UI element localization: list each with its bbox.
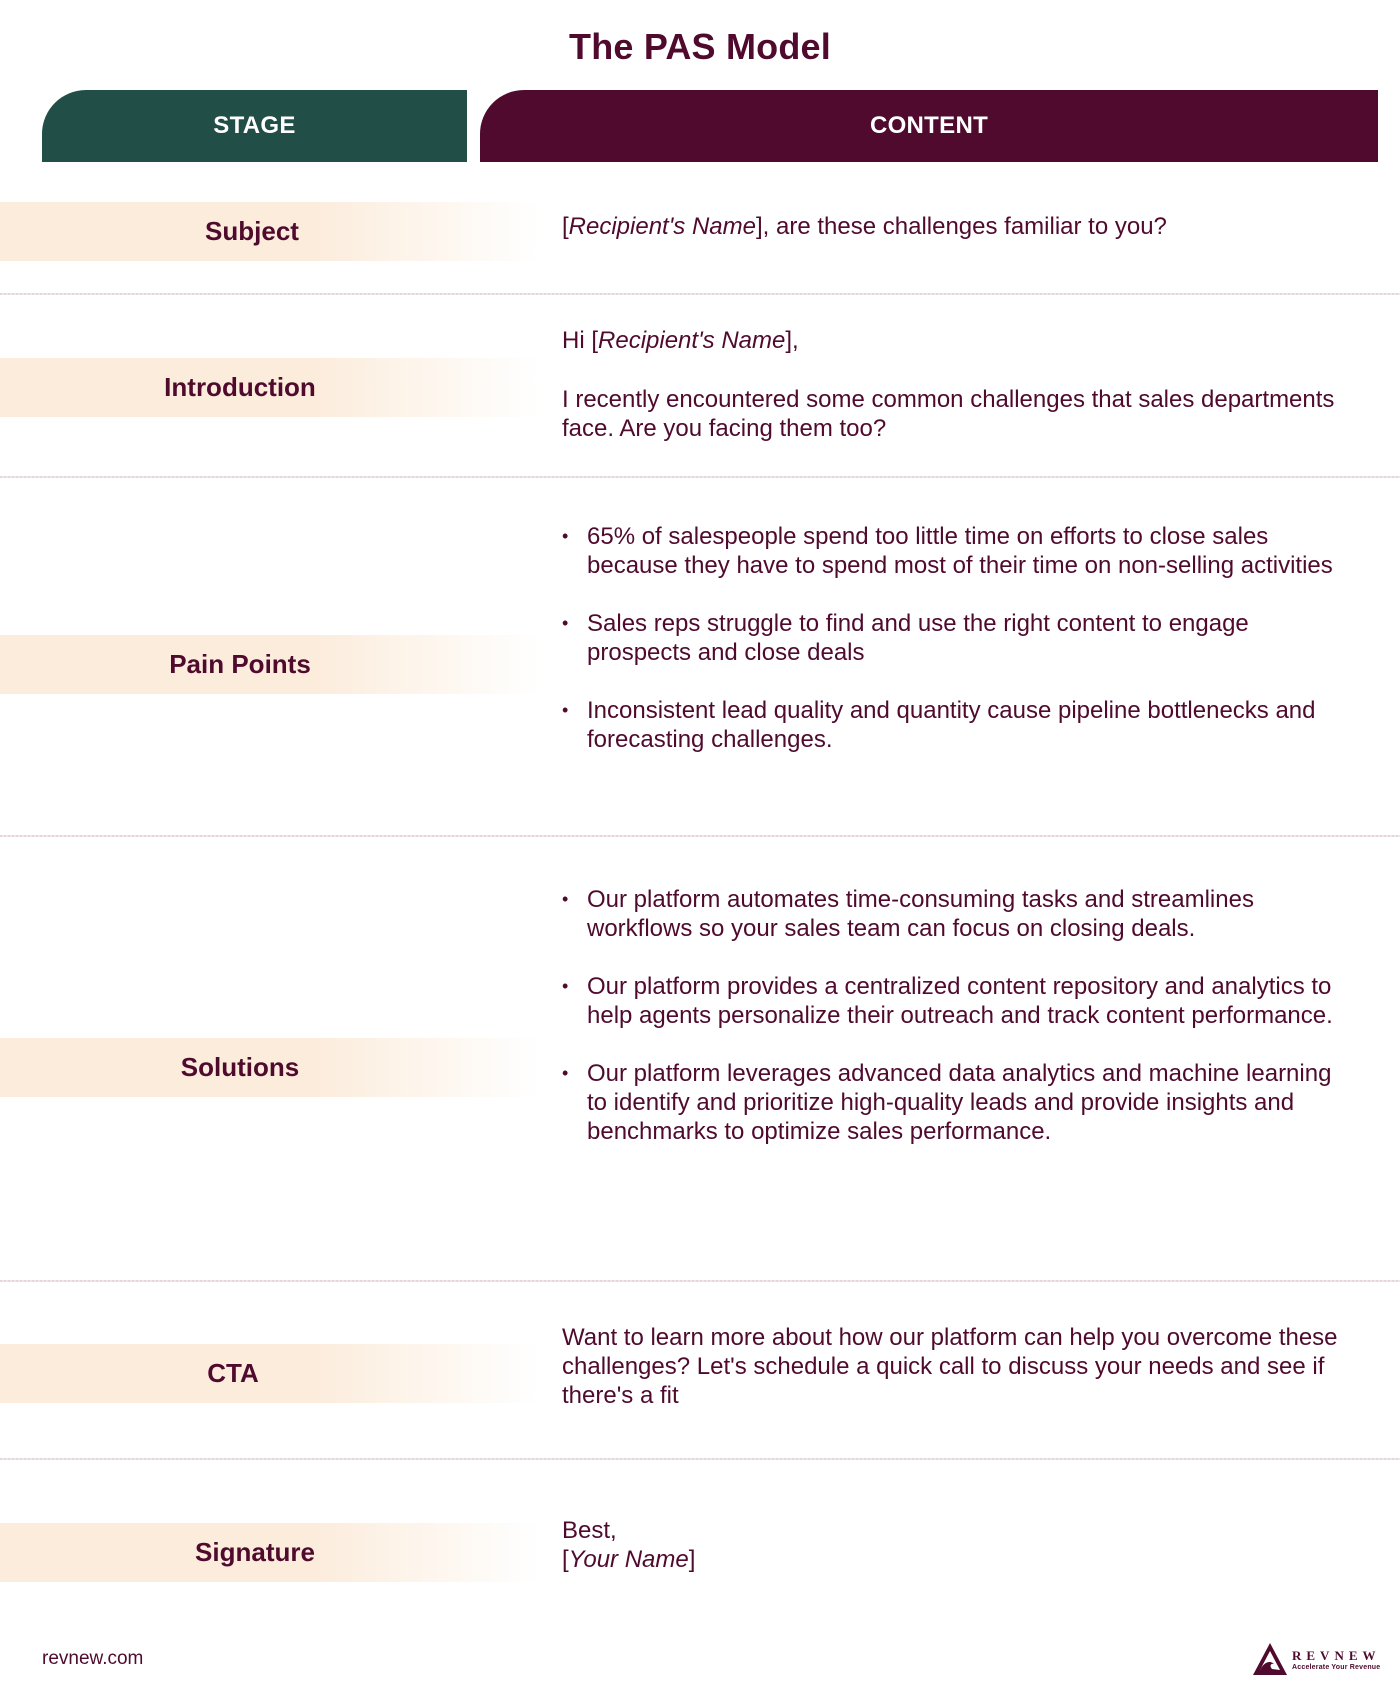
stage-band-pain-points xyxy=(0,635,540,694)
list-item: • Our platform automates time-consuming tasks and streamlines workflows so your sales team can focus on closing deals. xyxy=(562,885,1352,943)
intro-body: I recently encountered some common challenges that sales departments face. Are you facing them too? xyxy=(562,386,1335,442)
stage-label-cta: CTA xyxy=(207,1358,259,1388)
list-item: • Our platform leverages advanced data analytics and machine learning to identify and prioritize high-quality leads and provide insights and benchmarks to optimize sales performance. xyxy=(562,1059,1352,1146)
recipient-name-placeholder: Recipient's Name xyxy=(568,213,756,240)
content-cta: Want to learn more about how our platform can help you overcome these challenges? Let's schedule a quick call to discuss your needs and see if there's a fit xyxy=(562,1324,1338,1409)
list-item: • 65% of salespeople spend too little time on efforts to close sales because they have to spend most of their time on non-selling activities xyxy=(562,522,1352,580)
stage-label-introduction: Introduction xyxy=(164,372,316,402)
row-divider xyxy=(0,1280,1400,1282)
solutions-list xyxy=(562,885,1352,1146)
content-signature xyxy=(562,1516,1352,1574)
closing: Best, xyxy=(562,1517,617,1544)
list-item: • Inconsistent lead quality and quantity cause pipeline bottlenecks and forecasting challenges. xyxy=(562,696,1352,754)
logo-name: REVNEW xyxy=(1292,1647,1381,1663)
stage-column-header: STAGE xyxy=(42,90,467,162)
stage-band-solutions xyxy=(0,1038,540,1097)
stage-band-subject xyxy=(0,202,540,261)
greeting: Hi [Recipient's Name], xyxy=(562,327,799,354)
stage-label-subject: Subject xyxy=(205,216,299,246)
content-column-header: CONTENT xyxy=(480,90,1378,162)
stage-band-introduction xyxy=(0,358,540,417)
pain-points-list xyxy=(562,522,1352,754)
stage-label-solutions: Solutions xyxy=(180,1052,300,1082)
row-divider xyxy=(0,476,1400,478)
stage-band-signature xyxy=(0,1523,540,1582)
row-divider xyxy=(0,835,1400,837)
logo-tagline: Accelerate Your Revenue xyxy=(1292,1663,1381,1671)
stage-band-cta xyxy=(0,1344,540,1403)
your-name: [Your Name] xyxy=(562,1546,696,1573)
list-item: • Our platform provides a centralized content repository and analytics to help agents personalize their outreach and track content performance. xyxy=(562,972,1352,1030)
row-divider xyxy=(0,293,1400,295)
page-title: The PAS Model xyxy=(569,26,831,67)
content-introduction xyxy=(562,326,1352,443)
stage-label-signature: Signature xyxy=(195,1537,315,1567)
recipient-name-placeholder: Recipient's Name xyxy=(598,327,786,354)
list-item: • Sales reps struggle to find and use the right content to engage prospects and close deals xyxy=(562,609,1352,667)
mountain-wave-icon xyxy=(1252,1642,1288,1676)
revnew-logo xyxy=(1252,1642,1381,1676)
stage-label-pain-points: Pain Points xyxy=(169,649,311,679)
your-name-placeholder: Your Name xyxy=(568,1546,689,1573)
row-divider xyxy=(0,1458,1400,1460)
content-subject: [Recipient's Name], are these challenges familiar to you? xyxy=(562,213,1167,240)
footer-url[interactable]: revnew.com xyxy=(42,1648,144,1669)
